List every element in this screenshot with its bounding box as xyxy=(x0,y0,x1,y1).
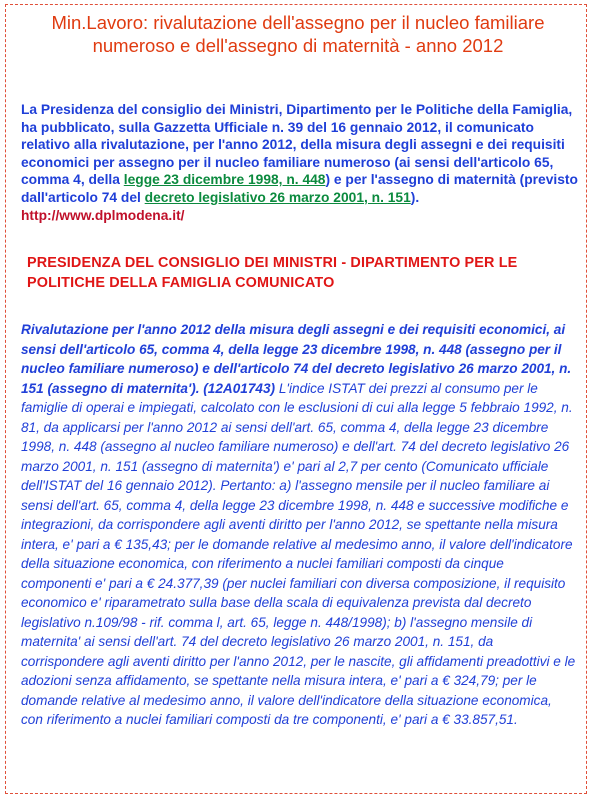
decree-151-link[interactable]: decreto legislativo 26 marzo 2001, n. 151 xyxy=(144,189,411,205)
section-heading: PRESIDENZA DEL CONSIGLIO DEI MINISTRI - DIPARTIMENTO PER LE POLITICHE DELLA FAMIGLIA COMUNICATO xyxy=(27,255,518,291)
source-url: http://www.dplmodena.it/ xyxy=(21,207,185,223)
intro-text-3: ). xyxy=(410,189,420,205)
intro-paragraph xyxy=(21,101,579,224)
body-bold-intro: Rivalutazione per l'anno 2012 della misura degli assegni e dei requisiti economici, ai sensi dell'articolo 65, comma 4, della legge 23 dicembre 1998, n. 448 (assegno per il nucleo familiare numeroso) e dell'articolo 74 del decreto legislativo 26 marzo 2001, n. 151 (assegno di maternita'). (12A01743) xyxy=(21,322,572,396)
body-text: L'indice ISTAT dei prezzi al consumo per le famiglie di operai e impiegati, calcolato con le esclusioni di cui alla legge 5 febbraio 1992, n. 81, da applicarsi per l'anno 2012 ai sensi dell'art. 65, comma 4, della legge 23 dicembre 1998, n. 448 (assegno al nucleo familiare numeroso) e dell'art. 74 del decreto legislativo 26 marzo 2001, n. 151 (assegno di maternita') e' pari al 2,7 per cento (Comunicato ufficiale dell'ISTAT del 16 gennaio 2012). Pertanto: a) l'assegno mensile per il nucleo familiare ai sensi dell'art. 65, comma 4, della legge 23 dicembre 1998, n. 448 e successive modifiche e integrazioni, da corrispondere agli aventi diritto per l'anno 2012, se spettante nella misura intera, e' pari a € 135,43; per le domande relative al medesimo anno, il valore dell'indicatore della situazione economica, con riferimento a nuclei familiari composti da cinque componenti e' pari a € 24.377,39 (per nuclei familiari con diversa composizione, il requisito economico e' riparametrato sulla base della scala di equivalenza prevista dal decreto legislativo n.109/98 - rif. comma l, art. 65, legge n. 448/1998); b) l'assegno mensile di maternita' ai sensi dell'art. 74 del decreto legislativo 26 marzo 2001, n. 151, da corrispondere agli aventi diritto per l'anno 2012, per le nascite, gli affidamenti preadottivi e le adozioni senza affidamento, se spettante nella misura intera, e' pari a € 324,79; per le domande relative al medesimo anno, il valore dell'indicatore della situazione economica, con riferimento a nuclei familiari composti da tre componenti, e' pari a € 33.857,51. xyxy=(21,380,576,727)
body-paragraph xyxy=(21,320,577,730)
intro-text-2: ) e per l'assegno di maternità (previsto dall'articolo 74 del xyxy=(21,172,578,205)
law-448-link[interactable]: legge 23 dicembre 1998, n. 448 xyxy=(123,172,326,188)
article-title: Min.Lavoro: rivalutazione dell'assegno per il nucleo familiare numeroso e dell'assegno di maternità - anno 2012 xyxy=(51,12,545,56)
intro-text-1: La Presidenza del consiglio dei Ministri, Dipartimento per le Politiche della Famiglia, ha pubblicato, sulla Gazzetta Ufficiale n. 39 del 16 gennaio 2012, il comunicato relativo alla rivalutazione, per l'anno 2012, della misura degli assegni e dei requisiti economici per assegno per il nucleo familiare numeroso (ai sensi dell'articolo 65, comma 4, della xyxy=(21,102,573,188)
